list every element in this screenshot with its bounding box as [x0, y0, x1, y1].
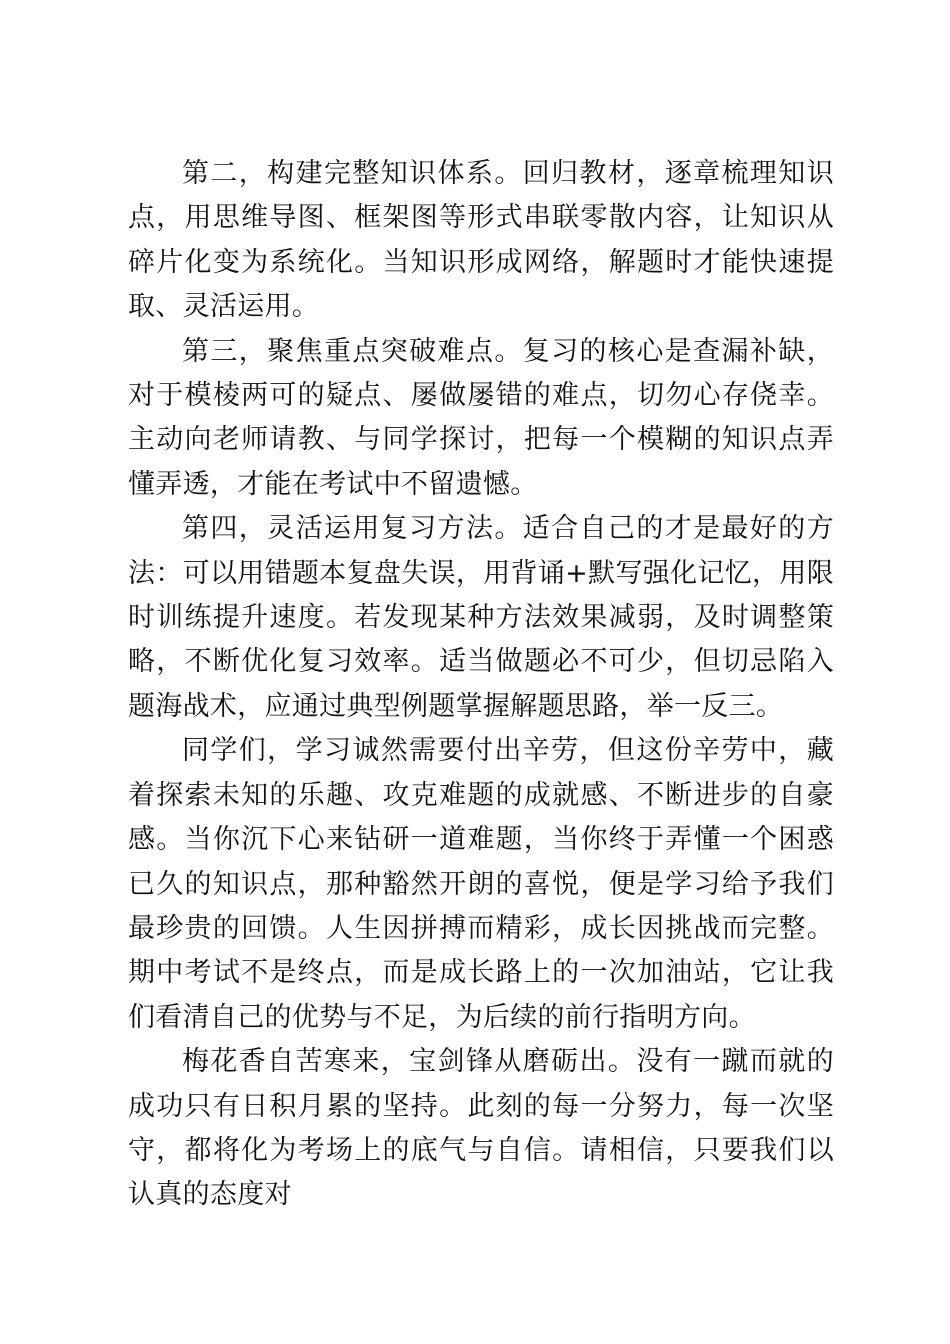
paragraph-review-system: 第二，构建完整知识体系。回归教材，逐章梳理知识点，用思维导图、框架图等形式串联零散内容，让知识从碎片化变为系统化。当知识形成网络，解题时才能快速提取、灵活运用。: [128, 158, 834, 323]
document-body: [128, 152, 834, 1218]
paragraph-students-address: 同学们，学习诚然需要付出辛劳，但这份辛劳中，藏着探索未知的乐趣、攻克难题的成就感、不断进步的自豪感。当你沉下心来钻研一道难题，当你终于弄懂一个困惑已久的知识点，那种豁然开朗的喜悦，便是学习给予我们最珍贵的回馈。人生因拼搏而精彩，成长因挑战而完整。期中考试不是终点，而是成长路上的一次加油站，它让我们看清自己的优势与不足，为后续的前行指明方向。: [128, 735, 834, 1033]
paragraph-review-methods: 第四，灵活运用复习方法。适合自己的才是最好的方法：可以用错题本复盘失误，用背诵+默写强化记忆，用限时训练提升速度。若发现某种方法效果减弱，及时调整策略，不断优化复习效率。适当做题必不可少，但切忌陷入题海战术，应通过典型例题掌握解题思路，举一反三。: [128, 513, 834, 722]
paragraph-closing: 梅花香自苦寒来，宝剑锋从磨砺出。没有一蹴而就的成功只有日积月累的坚持。此刻的每一分努力，每一次坚守，都将化为考场上的底气与自信。请相信，只要我们以认真的态度对: [128, 1046, 834, 1211]
paragraph-key-points: 第三，聚焦重点突破难点。复习的核心是查漏补缺，对于模棱两可的疑点、屡做屡错的难点，切勿心存侥幸。主动向老师请教、与同学探讨，把每一个模糊的知识点弄懂弄透，才能在考试中不留遗憾。: [128, 335, 834, 500]
